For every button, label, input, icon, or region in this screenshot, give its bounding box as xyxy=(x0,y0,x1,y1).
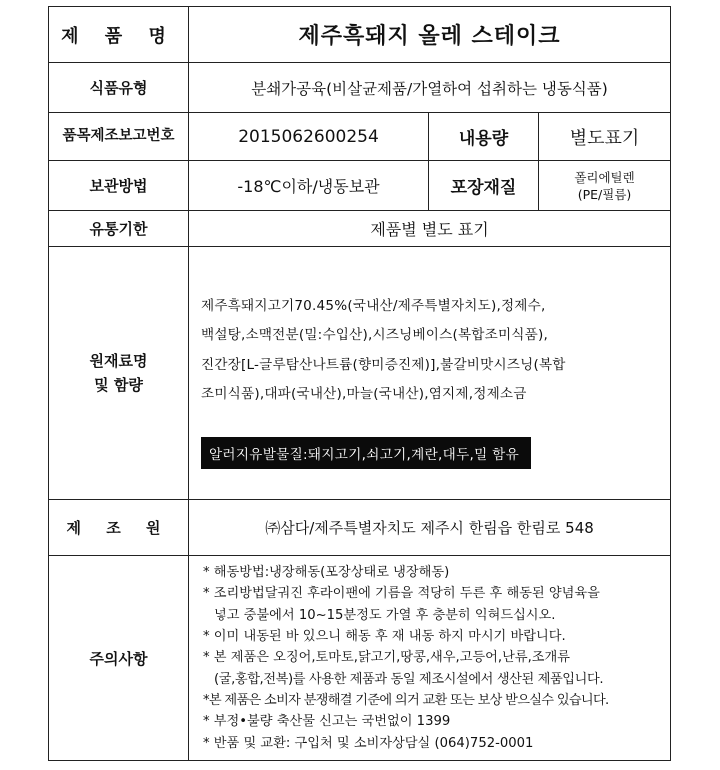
ingredients-line: 제주흑돼지고기70.45%(국내산/제주특별자치도),정제수, xyxy=(201,297,546,314)
packaging-line-2: (PE/필름) xyxy=(577,186,632,202)
expiry-value: 제품별 별도 표기 xyxy=(189,211,671,247)
ingredients-line: 진간장[L-글루탐산나트륨(향미증진제)],불갈비맛시즈닝(복합 xyxy=(201,356,566,373)
product-name-value: 제주흑돼지 올레 스테이크 xyxy=(189,7,671,63)
cautions-header: 주의사항 xyxy=(49,556,189,761)
packaging-line-1: 폴리에틸렌 xyxy=(574,169,635,185)
storage-value: -18℃이하/냉동보관 xyxy=(189,161,429,211)
capacity-header: 내용량 xyxy=(429,113,539,161)
ingredients-header-line-2: 및 함량 xyxy=(94,376,143,394)
caution-item: 넣고 중불에서 10~15분정도 가열 후 충분히 익혀드십시오. xyxy=(214,607,556,623)
caution-item: (굴,홍합,전복)를 사용한 제품과 동일 제조시설에서 생산된 제품입니다. xyxy=(214,671,604,687)
manufacturer-value: ㈜삼다/제주특별자치도 제주시 한림읍 한림로 548 xyxy=(189,500,671,556)
storage-header: 보관방법 xyxy=(49,161,189,211)
caution-item: * 반품 및 교환: 구입처 및 소비자상담실 (064)752-0001 xyxy=(203,735,534,751)
expiry-header: 유통기한 xyxy=(49,211,189,247)
ingredients-header xyxy=(49,247,189,500)
product-label-table xyxy=(48,6,671,761)
ingredients-header-line-1: 원재료명 xyxy=(89,352,148,370)
caution-item: * 부정•불량 축산물 신고는 국번없이 1399 xyxy=(203,714,451,730)
food-type-value: 분쇄가공육(비살균제품/가열하여 섭취하는 냉동식품) xyxy=(189,63,671,113)
report-number-value: 2015062600254 xyxy=(189,113,429,161)
capacity-value: 별도표기 xyxy=(539,113,671,161)
manufacturer-header: 제 조 원 xyxy=(49,500,189,556)
ingredients-line: 조미식품),대파(국내산),마늘(국내산),염지제,정제소금 xyxy=(201,386,527,402)
caution-item: * 본 제품은 오징어,토마토,닭고기,땅콩,새우,고등어,난류,조개류 xyxy=(203,650,570,666)
caution-item: * 이미 내동된 바 있으니 해동 후 재 내동 하지 마시기 바랍니다. xyxy=(203,629,566,645)
allergy-notice-badge: 알러지유발물질:돼지고기,쇠고기,계란,대두,밀 함유 xyxy=(201,437,531,469)
caution-item: * 해동방법:냉장해동(포장상태로 냉장해동) xyxy=(203,565,450,581)
caution-item: *본 제품은 소비자 분쟁해결 기준에 의거 교환 또는 보상 받으실수 있습니다. xyxy=(203,692,609,708)
ingredients-value xyxy=(189,247,671,500)
packaging-value xyxy=(539,161,671,211)
caution-item: * 조리방법달궈진 후라이팬에 기름을 적당히 두른 후 해동된 양념육을 xyxy=(203,586,600,602)
report-number-header: 품목제조보고번호 xyxy=(49,113,189,161)
food-type-header: 식품유형 xyxy=(49,63,189,113)
cautions-value xyxy=(189,556,671,761)
product-name-header: 제 품 명 xyxy=(49,7,189,63)
ingredients-text xyxy=(201,292,660,410)
packaging-header: 포장재질 xyxy=(429,161,539,211)
ingredients-line: 백설탕,소맥전분(밀:수입산),시즈닝베이스(복합조미식품), xyxy=(201,327,548,343)
